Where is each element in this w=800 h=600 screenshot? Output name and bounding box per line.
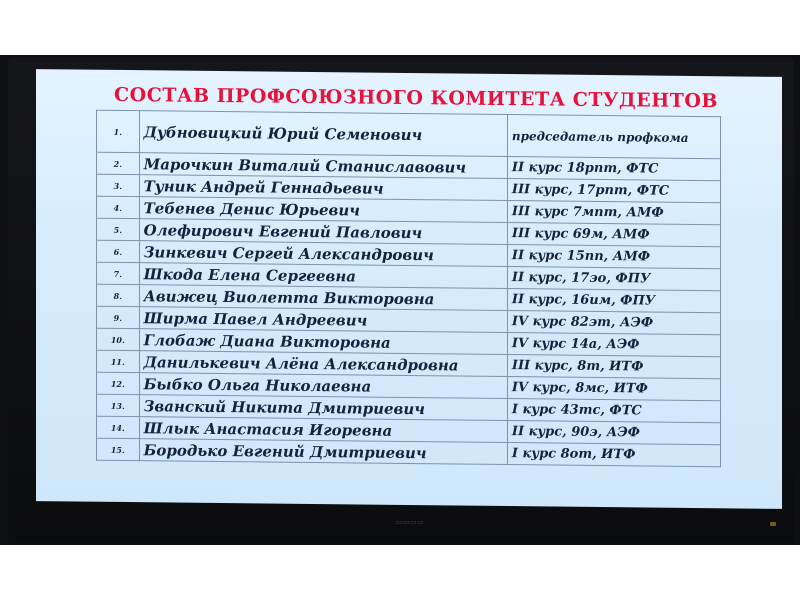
monitor-screen: [36, 69, 782, 509]
member-name: Марочкин Виталий Станиславович: [139, 153, 507, 179]
member-name: Авижец Виолетта Викторовна: [139, 285, 507, 311]
member-info: IV курс 14а, АЭФ: [507, 333, 720, 357]
member-number: 6.: [97, 240, 140, 262]
member-name: Зинкевич Сергей Александрович: [139, 241, 507, 267]
member-info: II курс, 16им, ФПУ: [507, 289, 720, 313]
member-number: 12.: [97, 372, 140, 394]
member-info: I курс 43тс, ФТС: [507, 399, 720, 423]
member-name: Быбко Ольга Николаевна: [139, 373, 507, 399]
member-number: 11.: [97, 350, 140, 372]
member-number: 3.: [97, 174, 140, 196]
member-number: 13.: [97, 394, 140, 416]
member-number: 8.: [97, 284, 140, 306]
member-number: 2.: [97, 152, 140, 174]
member-number: 7.: [97, 262, 140, 284]
member-name: Данилькевич Алёна Александровна: [139, 351, 507, 377]
member-name: Тебенев Денис Юрьевич: [139, 197, 507, 223]
member-number: 15.: [97, 438, 140, 460]
member-number: 1.: [97, 110, 140, 152]
member-name: Ширма Павел Андреевич: [139, 307, 507, 333]
member-info: председатель профкома: [507, 115, 720, 159]
member-number: 14.: [97, 416, 140, 438]
member-info: III курс 7мпт, АМФ: [507, 201, 720, 225]
member-info: II курс 18рпт, ФТС: [507, 157, 720, 181]
member-name: Шлык Анастасия Игоревна: [139, 417, 507, 443]
member-info: IV курс, 8мс, ИТФ: [507, 377, 720, 401]
member-info: II курс 15пп, АМФ: [507, 245, 720, 269]
member-info: III курс, 17рпт, ФТС: [507, 179, 720, 203]
member-info: II курс, 90э, АЭФ: [507, 421, 720, 445]
member-info: II курс, 17эо, ФПУ: [507, 267, 720, 291]
table-row: [97, 110, 721, 159]
monitor-brand-logo: ▭▭▭▭: [395, 518, 425, 526]
member-name: Званский Никита Дмитриевич: [139, 395, 507, 421]
member-name: Олефирович Евгений Павлович: [139, 219, 507, 245]
member-name: Дубновицкий Юрий Семенович: [139, 111, 507, 157]
member-name: Глобаж Диана Викторовна: [139, 329, 507, 355]
member-info: III курс, 8т, ИТФ: [507, 355, 720, 379]
power-indicator-light: [770, 522, 776, 526]
member-number: 9.: [97, 306, 140, 328]
committee-table: [96, 110, 721, 468]
member-info: IV курс 82эт, АЭФ: [507, 311, 720, 335]
member-number: 10.: [97, 328, 140, 350]
member-number: 5.: [97, 218, 140, 240]
slide-title: СОСТАВ ПРОФСОЮЗНОГО КОМИТЕТА СТУДЕНТОВ: [114, 83, 718, 113]
member-name: Шкода Елена Сергеевна: [139, 263, 507, 289]
member-number: 4.: [97, 196, 140, 218]
member-info: I курс 8от, ИТФ: [507, 443, 720, 467]
member-name: Туник Андрей Геннадьевич: [139, 175, 507, 201]
member-info: III курс 69м, АМФ: [507, 223, 720, 247]
member-name: Бородько Евгений Дмитриевич: [139, 439, 507, 465]
